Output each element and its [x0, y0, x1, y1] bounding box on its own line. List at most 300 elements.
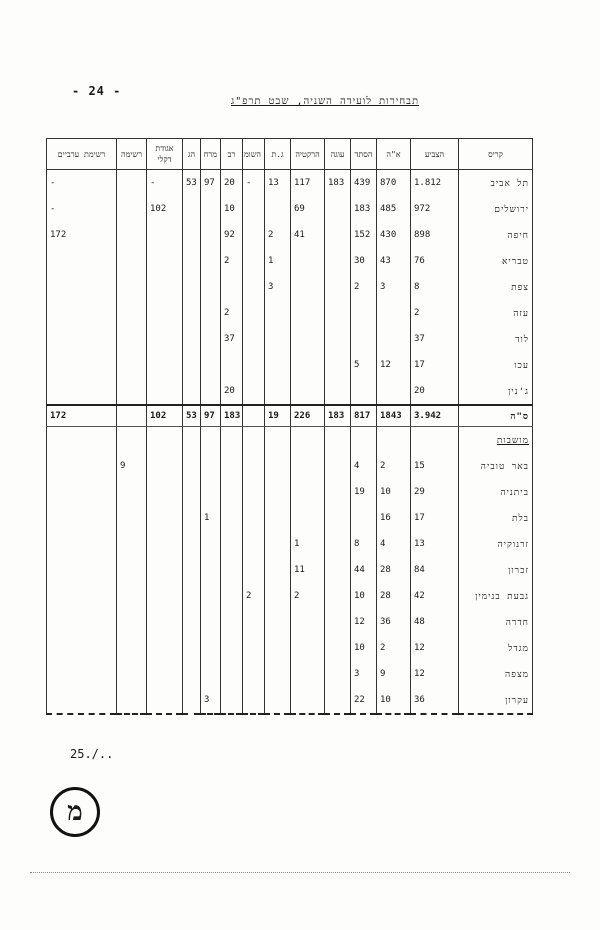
- vote-count: [117, 326, 147, 352]
- page-number: - 24 -: [72, 84, 122, 98]
- vote-count: [265, 453, 291, 479]
- vote-count: 1: [291, 531, 325, 557]
- vote-count: 2: [377, 635, 411, 661]
- vote-count: [221, 583, 243, 609]
- vote-count: [243, 557, 265, 583]
- column-header: הסתד: [351, 139, 377, 170]
- vote-count: [377, 300, 411, 326]
- vote-count: 183: [221, 405, 243, 427]
- table-row: [47, 274, 533, 300]
- vote-count: [325, 557, 351, 583]
- vote-count: 12: [411, 635, 459, 661]
- vote-count: 2: [221, 248, 243, 274]
- vote-count: [47, 352, 117, 378]
- vote-count: 3: [201, 687, 221, 714]
- vote-count: [351, 326, 377, 352]
- vote-count: 53: [183, 170, 201, 197]
- vote-count: [325, 505, 351, 531]
- vote-count: 17: [411, 352, 459, 378]
- vote-count: [243, 405, 265, 427]
- vote-count: 17: [411, 505, 459, 531]
- vote-count: 183: [351, 196, 377, 222]
- vote-count: 22: [351, 687, 377, 714]
- vote-count: 2: [377, 453, 411, 479]
- vote-count: 53: [183, 405, 201, 427]
- vote-count: 817: [351, 405, 377, 427]
- vote-count: 102: [147, 405, 183, 427]
- vote-count: [291, 505, 325, 531]
- place-name: חדרה: [459, 609, 533, 635]
- vote-count: 439: [351, 170, 377, 197]
- vote-count: [47, 505, 117, 531]
- document-title: תבחירות לועידה השניה, שבט תרפ"ג: [230, 96, 420, 107]
- column-header: רב: [221, 139, 243, 170]
- vote-count: [265, 609, 291, 635]
- vote-count: [183, 479, 201, 505]
- column-header: מרח: [201, 139, 221, 170]
- vote-count: [351, 300, 377, 326]
- vote-count: 9: [377, 661, 411, 687]
- column-header: א"ה: [377, 139, 411, 170]
- vote-count: 15: [411, 453, 459, 479]
- vote-count: 3: [265, 274, 291, 300]
- vote-count: [325, 479, 351, 505]
- vote-count: [201, 222, 221, 248]
- vote-count: [291, 479, 325, 505]
- column-header: הרקטיה: [291, 139, 325, 170]
- vote-count: [47, 326, 117, 352]
- vote-count: [117, 531, 147, 557]
- vote-count: [265, 196, 291, 222]
- stamp-letter: מ: [67, 797, 83, 827]
- vote-count: 183: [325, 170, 351, 197]
- column-header: קריס: [459, 139, 533, 170]
- vote-count: [291, 300, 325, 326]
- vote-count: [291, 352, 325, 378]
- vote-count: 10: [351, 635, 377, 661]
- vote-count: 870: [377, 170, 411, 197]
- scan-edge-line: [30, 872, 570, 873]
- vote-count: 8: [411, 274, 459, 300]
- vote-count: -: [47, 196, 117, 222]
- vote-count: [47, 479, 117, 505]
- place-name: ג'נין: [459, 378, 533, 405]
- place-name: מצפה: [459, 661, 533, 687]
- vote-count: [147, 479, 183, 505]
- vote-count: [377, 326, 411, 352]
- table-row: [47, 635, 533, 661]
- vote-count: [117, 687, 147, 714]
- vote-count: 12: [351, 609, 377, 635]
- vote-count: [183, 583, 201, 609]
- vote-count: 4: [351, 453, 377, 479]
- table-row: [47, 583, 533, 609]
- vote-count: [201, 378, 221, 405]
- place-name: עכו: [459, 352, 533, 378]
- vote-count: [221, 352, 243, 378]
- column-header: השומ: [243, 139, 265, 170]
- vote-count: [183, 557, 201, 583]
- vote-count: -: [47, 170, 117, 197]
- place-name: ירושלים: [459, 196, 533, 222]
- table-row: [47, 405, 533, 427]
- table-row: [47, 352, 533, 378]
- vote-count: 5: [351, 352, 377, 378]
- vote-count: [147, 378, 183, 405]
- vote-count: [291, 326, 325, 352]
- vote-count: [201, 531, 221, 557]
- table-row: [47, 222, 533, 248]
- vote-count: [221, 479, 243, 505]
- archive-stamp: [50, 787, 100, 837]
- vote-count: 226: [291, 405, 325, 427]
- vote-count: [147, 505, 183, 531]
- vote-count: 430: [377, 222, 411, 248]
- place-name: מגדל: [459, 635, 533, 661]
- vote-count: [221, 453, 243, 479]
- table-row: [47, 196, 533, 222]
- vote-count: 37: [221, 326, 243, 352]
- vote-count: [325, 326, 351, 352]
- table-row: [47, 248, 533, 274]
- vote-count: [221, 609, 243, 635]
- vote-count: 69: [291, 196, 325, 222]
- vote-count: [243, 453, 265, 479]
- vote-count: 19: [265, 405, 291, 427]
- vote-count: 44: [351, 557, 377, 583]
- vote-count: 13: [265, 170, 291, 197]
- vote-count: [117, 609, 147, 635]
- vote-count: [325, 583, 351, 609]
- vote-count: 2: [291, 583, 325, 609]
- empty-cell: [265, 427, 291, 454]
- empty-cell: [201, 427, 221, 454]
- vote-count: 1843: [377, 405, 411, 427]
- column-header: ג.ת: [265, 139, 291, 170]
- vote-count: [221, 557, 243, 583]
- place-name: באר טוביה: [459, 453, 533, 479]
- vote-count: [47, 248, 117, 274]
- vote-count: [325, 300, 351, 326]
- empty-cell: [117, 427, 147, 454]
- vote-count: -: [147, 170, 183, 197]
- vote-count: [325, 248, 351, 274]
- vote-count: [201, 479, 221, 505]
- vote-count: [47, 583, 117, 609]
- vote-count: [243, 352, 265, 378]
- vote-count: [201, 248, 221, 274]
- vote-count: 2: [243, 583, 265, 609]
- vote-count: [201, 326, 221, 352]
- vote-count: [201, 300, 221, 326]
- place-name: גבעת בנימין: [459, 583, 533, 609]
- vote-count: [243, 274, 265, 300]
- column-header: הצביע: [411, 139, 459, 170]
- vote-count: [325, 635, 351, 661]
- vote-count: [221, 274, 243, 300]
- vote-count: [201, 453, 221, 479]
- vote-count: [117, 248, 147, 274]
- vote-count: 41: [291, 222, 325, 248]
- vote-count: [147, 531, 183, 557]
- table-row: [47, 326, 533, 352]
- vote-count: -: [243, 170, 265, 197]
- table-row: [47, 479, 533, 505]
- vote-count: [117, 635, 147, 661]
- vote-count: [201, 635, 221, 661]
- vote-count: [117, 274, 147, 300]
- vote-count: [183, 196, 201, 222]
- vote-count: [201, 583, 221, 609]
- vote-count: [117, 196, 147, 222]
- vote-count: [117, 222, 147, 248]
- vote-count: [201, 274, 221, 300]
- vote-count: [147, 687, 183, 714]
- vote-count: [117, 300, 147, 326]
- vote-count: 183: [325, 405, 351, 427]
- vote-count: [183, 222, 201, 248]
- vote-count: [201, 661, 221, 687]
- vote-count: [183, 661, 201, 687]
- election-results-table: [46, 138, 533, 715]
- vote-count: 1.812: [411, 170, 459, 197]
- vote-count: [265, 505, 291, 531]
- vote-count: [265, 479, 291, 505]
- vote-count: 10: [351, 583, 377, 609]
- vote-count: [243, 687, 265, 714]
- vote-count: 97: [201, 170, 221, 197]
- empty-cell: [351, 427, 377, 454]
- table-row: [47, 378, 533, 405]
- vote-count: [47, 661, 117, 687]
- vote-count: 2: [265, 222, 291, 248]
- vote-count: [265, 352, 291, 378]
- vote-count: [117, 352, 147, 378]
- vote-count: [265, 687, 291, 714]
- vote-count: [117, 505, 147, 531]
- header-row: [47, 139, 533, 170]
- vote-count: [351, 505, 377, 531]
- vote-count: [291, 661, 325, 687]
- vote-count: 20: [411, 378, 459, 405]
- vote-count: [47, 378, 117, 405]
- vote-count: [325, 687, 351, 714]
- vote-count: 1: [201, 505, 221, 531]
- vote-count: [377, 378, 411, 405]
- vote-count: 43: [377, 248, 411, 274]
- table-row: [47, 170, 533, 197]
- vote-count: [117, 170, 147, 197]
- vote-count: [243, 531, 265, 557]
- table-row: [47, 427, 533, 454]
- vote-count: [147, 300, 183, 326]
- vote-count: 12: [377, 352, 411, 378]
- place-name: צפת: [459, 274, 533, 300]
- vote-count: [183, 300, 201, 326]
- vote-count: [265, 531, 291, 557]
- vote-count: [243, 196, 265, 222]
- vote-count: [325, 453, 351, 479]
- vote-count: [265, 378, 291, 405]
- vote-count: [183, 505, 201, 531]
- vote-count: [265, 583, 291, 609]
- vote-count: 36: [377, 609, 411, 635]
- vote-count: 898: [411, 222, 459, 248]
- vote-count: [183, 378, 201, 405]
- vote-count: 37: [411, 326, 459, 352]
- vote-count: [147, 326, 183, 352]
- vote-count: [291, 248, 325, 274]
- place-name: ביתניה: [459, 479, 533, 505]
- vote-count: [291, 378, 325, 405]
- vote-count: [117, 583, 147, 609]
- vote-count: 9: [117, 453, 147, 479]
- empty-cell: [183, 427, 201, 454]
- vote-count: [243, 609, 265, 635]
- table-row: [47, 300, 533, 326]
- vote-count: 172: [47, 222, 117, 248]
- vote-count: [243, 300, 265, 326]
- vote-count: [117, 405, 147, 427]
- vote-count: 20: [221, 378, 243, 405]
- vote-count: 28: [377, 583, 411, 609]
- section-label: מושבות: [459, 427, 533, 454]
- table-row: [47, 453, 533, 479]
- table-row: [47, 531, 533, 557]
- vote-count: [117, 378, 147, 405]
- place-name: עזה: [459, 300, 533, 326]
- vote-count: 2: [351, 274, 377, 300]
- table-body: [47, 170, 533, 715]
- vote-count: 92: [221, 222, 243, 248]
- vote-count: 102: [147, 196, 183, 222]
- vote-count: [183, 274, 201, 300]
- vote-count: [221, 687, 243, 714]
- column-header: רשימה: [117, 139, 147, 170]
- place-name: תל אביב: [459, 170, 533, 197]
- vote-count: 485: [377, 196, 411, 222]
- vote-count: 20: [221, 170, 243, 197]
- vote-count: [221, 505, 243, 531]
- vote-count: [291, 453, 325, 479]
- vote-count: [183, 635, 201, 661]
- vote-count: 972: [411, 196, 459, 222]
- vote-count: 3.942: [411, 405, 459, 427]
- vote-count: [47, 531, 117, 557]
- empty-cell: [291, 427, 325, 454]
- vote-count: [183, 352, 201, 378]
- vote-count: 16: [377, 505, 411, 531]
- place-name: לוד: [459, 326, 533, 352]
- empty-cell: [147, 427, 183, 454]
- vote-count: [243, 635, 265, 661]
- vote-count: [243, 326, 265, 352]
- vote-count: [291, 274, 325, 300]
- vote-count: 10: [377, 687, 411, 714]
- vote-count: [265, 300, 291, 326]
- vote-count: [325, 274, 351, 300]
- vote-count: 3: [377, 274, 411, 300]
- vote-count: [325, 661, 351, 687]
- vote-count: 13: [411, 531, 459, 557]
- vote-count: 76: [411, 248, 459, 274]
- vote-count: 11: [291, 557, 325, 583]
- vote-count: 10: [221, 196, 243, 222]
- vote-count: [147, 453, 183, 479]
- vote-count: [221, 531, 243, 557]
- vote-count: 30: [351, 248, 377, 274]
- vote-count: [243, 479, 265, 505]
- vote-count: [183, 609, 201, 635]
- vote-count: [243, 505, 265, 531]
- vote-count: 42: [411, 583, 459, 609]
- vote-count: [243, 378, 265, 405]
- vote-count: [183, 687, 201, 714]
- place-name: זרנוקיה: [459, 531, 533, 557]
- table-row: [47, 505, 533, 531]
- continuation-ref: 25./..: [70, 747, 114, 761]
- vote-count: 48: [411, 609, 459, 635]
- column-header: אגודת דקלי: [147, 139, 183, 170]
- vote-count: [201, 196, 221, 222]
- place-name: חיפה: [459, 222, 533, 248]
- vote-count: [265, 661, 291, 687]
- vote-count: [117, 661, 147, 687]
- vote-count: [221, 635, 243, 661]
- empty-cell: [377, 427, 411, 454]
- vote-count: [147, 635, 183, 661]
- empty-cell: [47, 427, 117, 454]
- empty-cell: [325, 427, 351, 454]
- vote-count: 19: [351, 479, 377, 505]
- empty-cell: [221, 427, 243, 454]
- vote-count: [201, 609, 221, 635]
- vote-count: [291, 609, 325, 635]
- vote-count: 117: [291, 170, 325, 197]
- vote-count: [47, 274, 117, 300]
- vote-count: 28: [377, 557, 411, 583]
- vote-count: [117, 557, 147, 583]
- vote-count: 84: [411, 557, 459, 583]
- vote-count: [243, 248, 265, 274]
- vote-count: [265, 557, 291, 583]
- vote-count: [147, 661, 183, 687]
- vote-count: 12: [411, 661, 459, 687]
- vote-count: [265, 635, 291, 661]
- vote-count: [47, 300, 117, 326]
- vote-count: [47, 635, 117, 661]
- vote-count: [221, 661, 243, 687]
- vote-count: [147, 274, 183, 300]
- vote-count: 172: [47, 405, 117, 427]
- vote-count: [183, 326, 201, 352]
- vote-count: 36: [411, 687, 459, 714]
- column-header: הג: [183, 139, 201, 170]
- vote-count: 1: [265, 248, 291, 274]
- vote-count: [147, 557, 183, 583]
- place-name: ס"ה: [459, 405, 533, 427]
- vote-count: 10: [377, 479, 411, 505]
- vote-count: [147, 583, 183, 609]
- vote-count: [183, 248, 201, 274]
- table-row: [47, 557, 533, 583]
- empty-cell: [243, 427, 265, 454]
- table-row: [47, 687, 533, 714]
- vote-count: [265, 326, 291, 352]
- column-header: עוגה: [325, 139, 351, 170]
- vote-count: 4: [377, 531, 411, 557]
- place-name: עקרון: [459, 687, 533, 714]
